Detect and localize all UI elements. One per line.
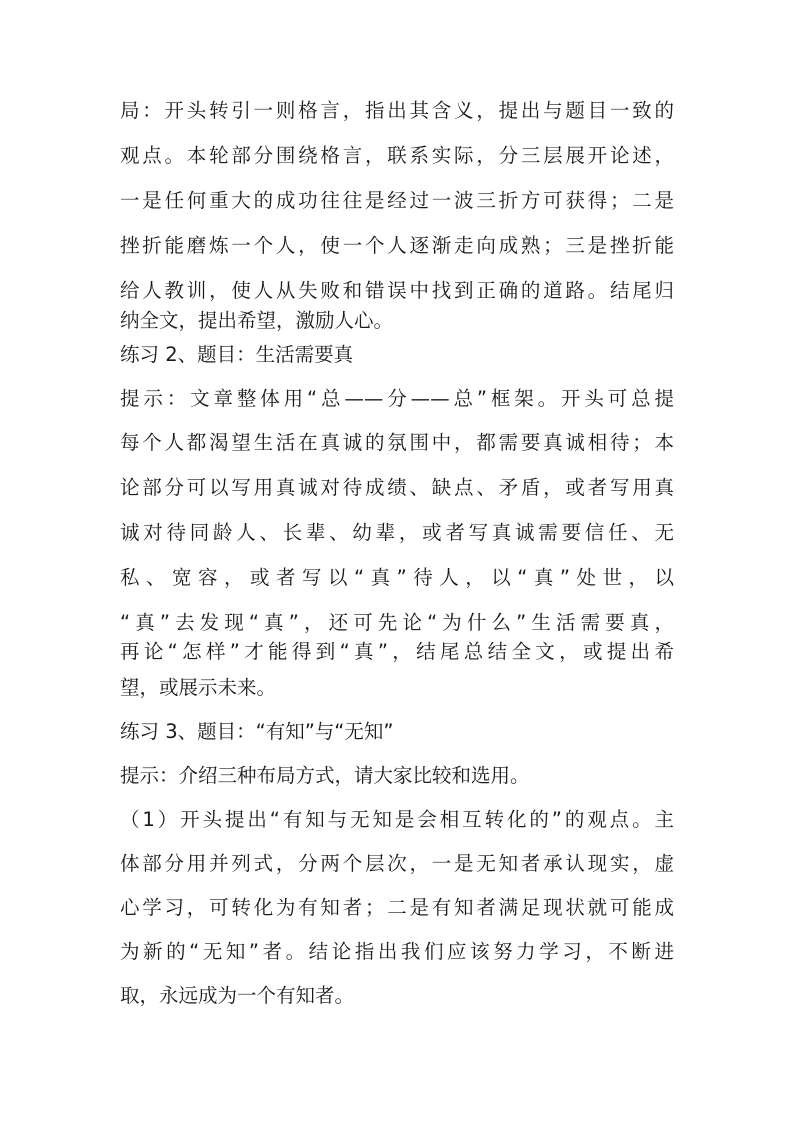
exercise-heading: 练习 2、题目：生活需要真 [120,343,354,366]
text-line: “真”去发现“真”，还可先论“为什么”生活需要真， [120,611,674,634]
text-line: 提示：介绍三种布局方式，请大家比较和选用。 [120,764,530,787]
text-line: 提示：文章整体用“总——分——总”框架。开头可总提 [120,387,674,410]
text-line: 为新的“无知”者。结论指出我们应该努力学习，不断进 [120,940,674,963]
text-line: 挫折能磨炼一个人，使一个人逐渐走向成熟；三是挫折能 [120,234,674,257]
text-line: 体部分用并列式，分两个层次，一是无知者承认现实，虚 [120,852,674,875]
text-line: 观点。本轮部分围绕格言，联系实际，分三层展开论述， [120,144,674,167]
text-line: 论部分可以写用真诚对待成绩、缺点、矛盾，或者写用真 [120,476,674,499]
text-line: 每个人都渴望生活在真诚的氛围中，都需要真诚相待；本 [120,431,674,454]
text-line: 诚对待同龄人、长辈、幼辈，或者写真诚需要信任、无 [120,521,674,544]
text-line: 给人教训，使人从失败和错误中找到正确的道路。结尾归 [120,279,674,302]
text-line: 再论“怎样”才能得到“真”，结尾总结全文，或提出希 [120,640,674,663]
text-line: 心学习，可转化为有知者；二是有知者满足现状就可能成 [120,896,674,919]
exercise-heading: 练习 3、题目：“有知”与“无知” [120,720,394,743]
text-line: 一是任何重大的成功往往是经过一波三折方可获得；二是 [120,189,674,212]
text-line: 望，或展示未来。 [120,676,277,699]
text-line: 局：开头转引一则格言，指出其含义，提出与题目一致的 [120,99,674,122]
text-line: 取，永远成为一个有知者。 [120,984,355,1007]
text-line: 纳全文，提出希望，激励人心。 [120,309,394,332]
text-line: （1）开头提出“有知与无知是会相互转化的”的观点。主 [120,808,674,831]
text-line: 私、宽容，或者写以“真”待人，以“真”处世，以 [120,566,674,589]
